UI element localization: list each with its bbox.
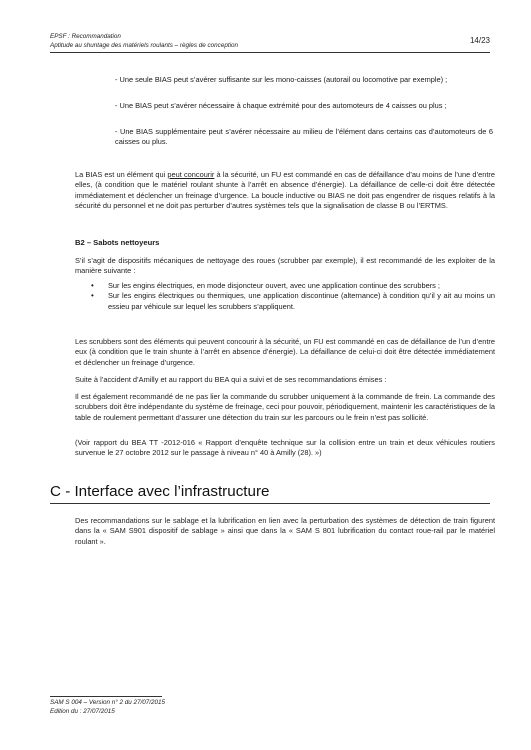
bias-paragraph-underlined: peut concourir — [167, 170, 215, 179]
scrubber-brake-paragraph: Il est également recommandé de ne pas lier la commande du scrubber uniquement à la commande de frein. La commande des scrubbers doit être indépendante du système de freinage, ceci pour pouvoir, périodiquement, maintenir les caractéristiques de la table de roulement permettant d’assurer une détection du train sur les parcours ou le frein n’est pas sollicité. — [75, 392, 495, 422]
page-number: 14/23 — [469, 36, 490, 45]
header-title: EPSF : Recommandation — [50, 33, 121, 40]
dash-list-item: - Une BIAS peut s’avérer nécessaire à chaque extrémité pour des automoteurs de 4 caisses ou plus ; — [115, 101, 447, 110]
header-subtitle: Aptitude au shuntage des matériels roulants – règles de conception — [50, 41, 238, 49]
section-c-heading: C - Interface avec l’infrastructure — [50, 483, 270, 500]
scrubber-paragraph: Les scrubbers sont des éléments qui peuvent concourir à la sécurité, un FU est commandé en cas de défaillance de l’un d’entre eux (à condition que le train shunte à l’arrêt en absence d’énergie). La défaillance de celui-ci doit être détectée immédiatement et déclencher un freinage d’urgence. — [75, 337, 495, 367]
bullet-dot-icon: • — [91, 291, 94, 301]
b2-heading: B2 – Sabots nettoyeurs — [75, 238, 160, 247]
bias-paragraph-start: La BIAS est un élément qui — [75, 170, 168, 179]
footer-edition: Edition du : 27/07/2015 — [50, 707, 115, 715]
amilly-paragraph: Suite à l’accident d’Amilly et au rapport du BEA qui a suivi et de ses recommandations émises : — [75, 375, 387, 384]
section-c-paragraph: Des recommandations sur le sablage et la lubrification en lien avec la perturbation des systèmes de détection de train figurent dans la « SAM S901 dispositif de sablage » ainsi que dans la « SAM S 801 lubrification du contact roue-rail par le matériel roulant ». — [75, 516, 495, 546]
bullet-text: Sur les engins électriques, en mode disjoncteur ouvert, avec une application continue des scrubbers ; — [108, 281, 440, 290]
dash-list-item: - Une BIAS supplémentaire peut s’avérer nécessaire au milieu de l’élément dans certains cas d’automoteurs de 6 caisses ou plus. — [115, 127, 493, 147]
bea-report-paragraph: (Voir rapport du BEA TT -2012-016 « Rapport d’enquête technique sur la collision entre un train et deux véhicules routiers survenue le 27 octobre 2012 sur le passage à niveau n° 40 à Amilly (28). ») — [75, 438, 495, 458]
bias-paragraph — [75, 170, 495, 211]
b2-intro: S’il s’agit de dispositifs mécaniques de nettoyage des roues (scrubber par exemple), il est recommandé de les exploiter de la manière suivante : — [75, 256, 495, 276]
bullet-item — [75, 291, 495, 312]
bullet-text: Sur les engins électriques ou thermiques, une application discontinue (alternance) à condition qu’il y ait au moins un essieu par véhicule sur lequel les scrubbers s’appliquent. — [108, 291, 495, 311]
bullet-dot-icon: • — [91, 281, 94, 290]
page-header — [50, 33, 238, 50]
bullet-item — [75, 281, 495, 291]
bias-paragraph-rest: à la sécurité, un FU est commandé en cas de défaillance d’au moins de l’une d’entre elles, (à condition que le matériel roulant shunte à l’arrêt en absence d’énergie). La défaillance de celle-ci doit être détectée immédiatement et déclencher un freinage d’urgence. La boucle inductive ou BIAS ne doit pas engendrer de risques relatifs à la sécurité du personnel et ne doit pas perturber d’autres systèmes tels que la signalisation de classe B ou l’ERTMS. — [75, 170, 495, 210]
header-divider — [50, 52, 490, 53]
footer-version: SAM S 004 – Version n° 2 du 27/07/2015 — [50, 699, 166, 706]
dash-list-item: - Une seule BIAS peut s’avérer suffisante sur les mono-caisses (autorail ou locomotive par exemple) ; — [115, 75, 448, 84]
section-divider — [50, 503, 490, 504]
page-footer — [50, 699, 165, 716]
footer-divider — [50, 696, 162, 697]
b2-bullet-list — [75, 281, 495, 312]
